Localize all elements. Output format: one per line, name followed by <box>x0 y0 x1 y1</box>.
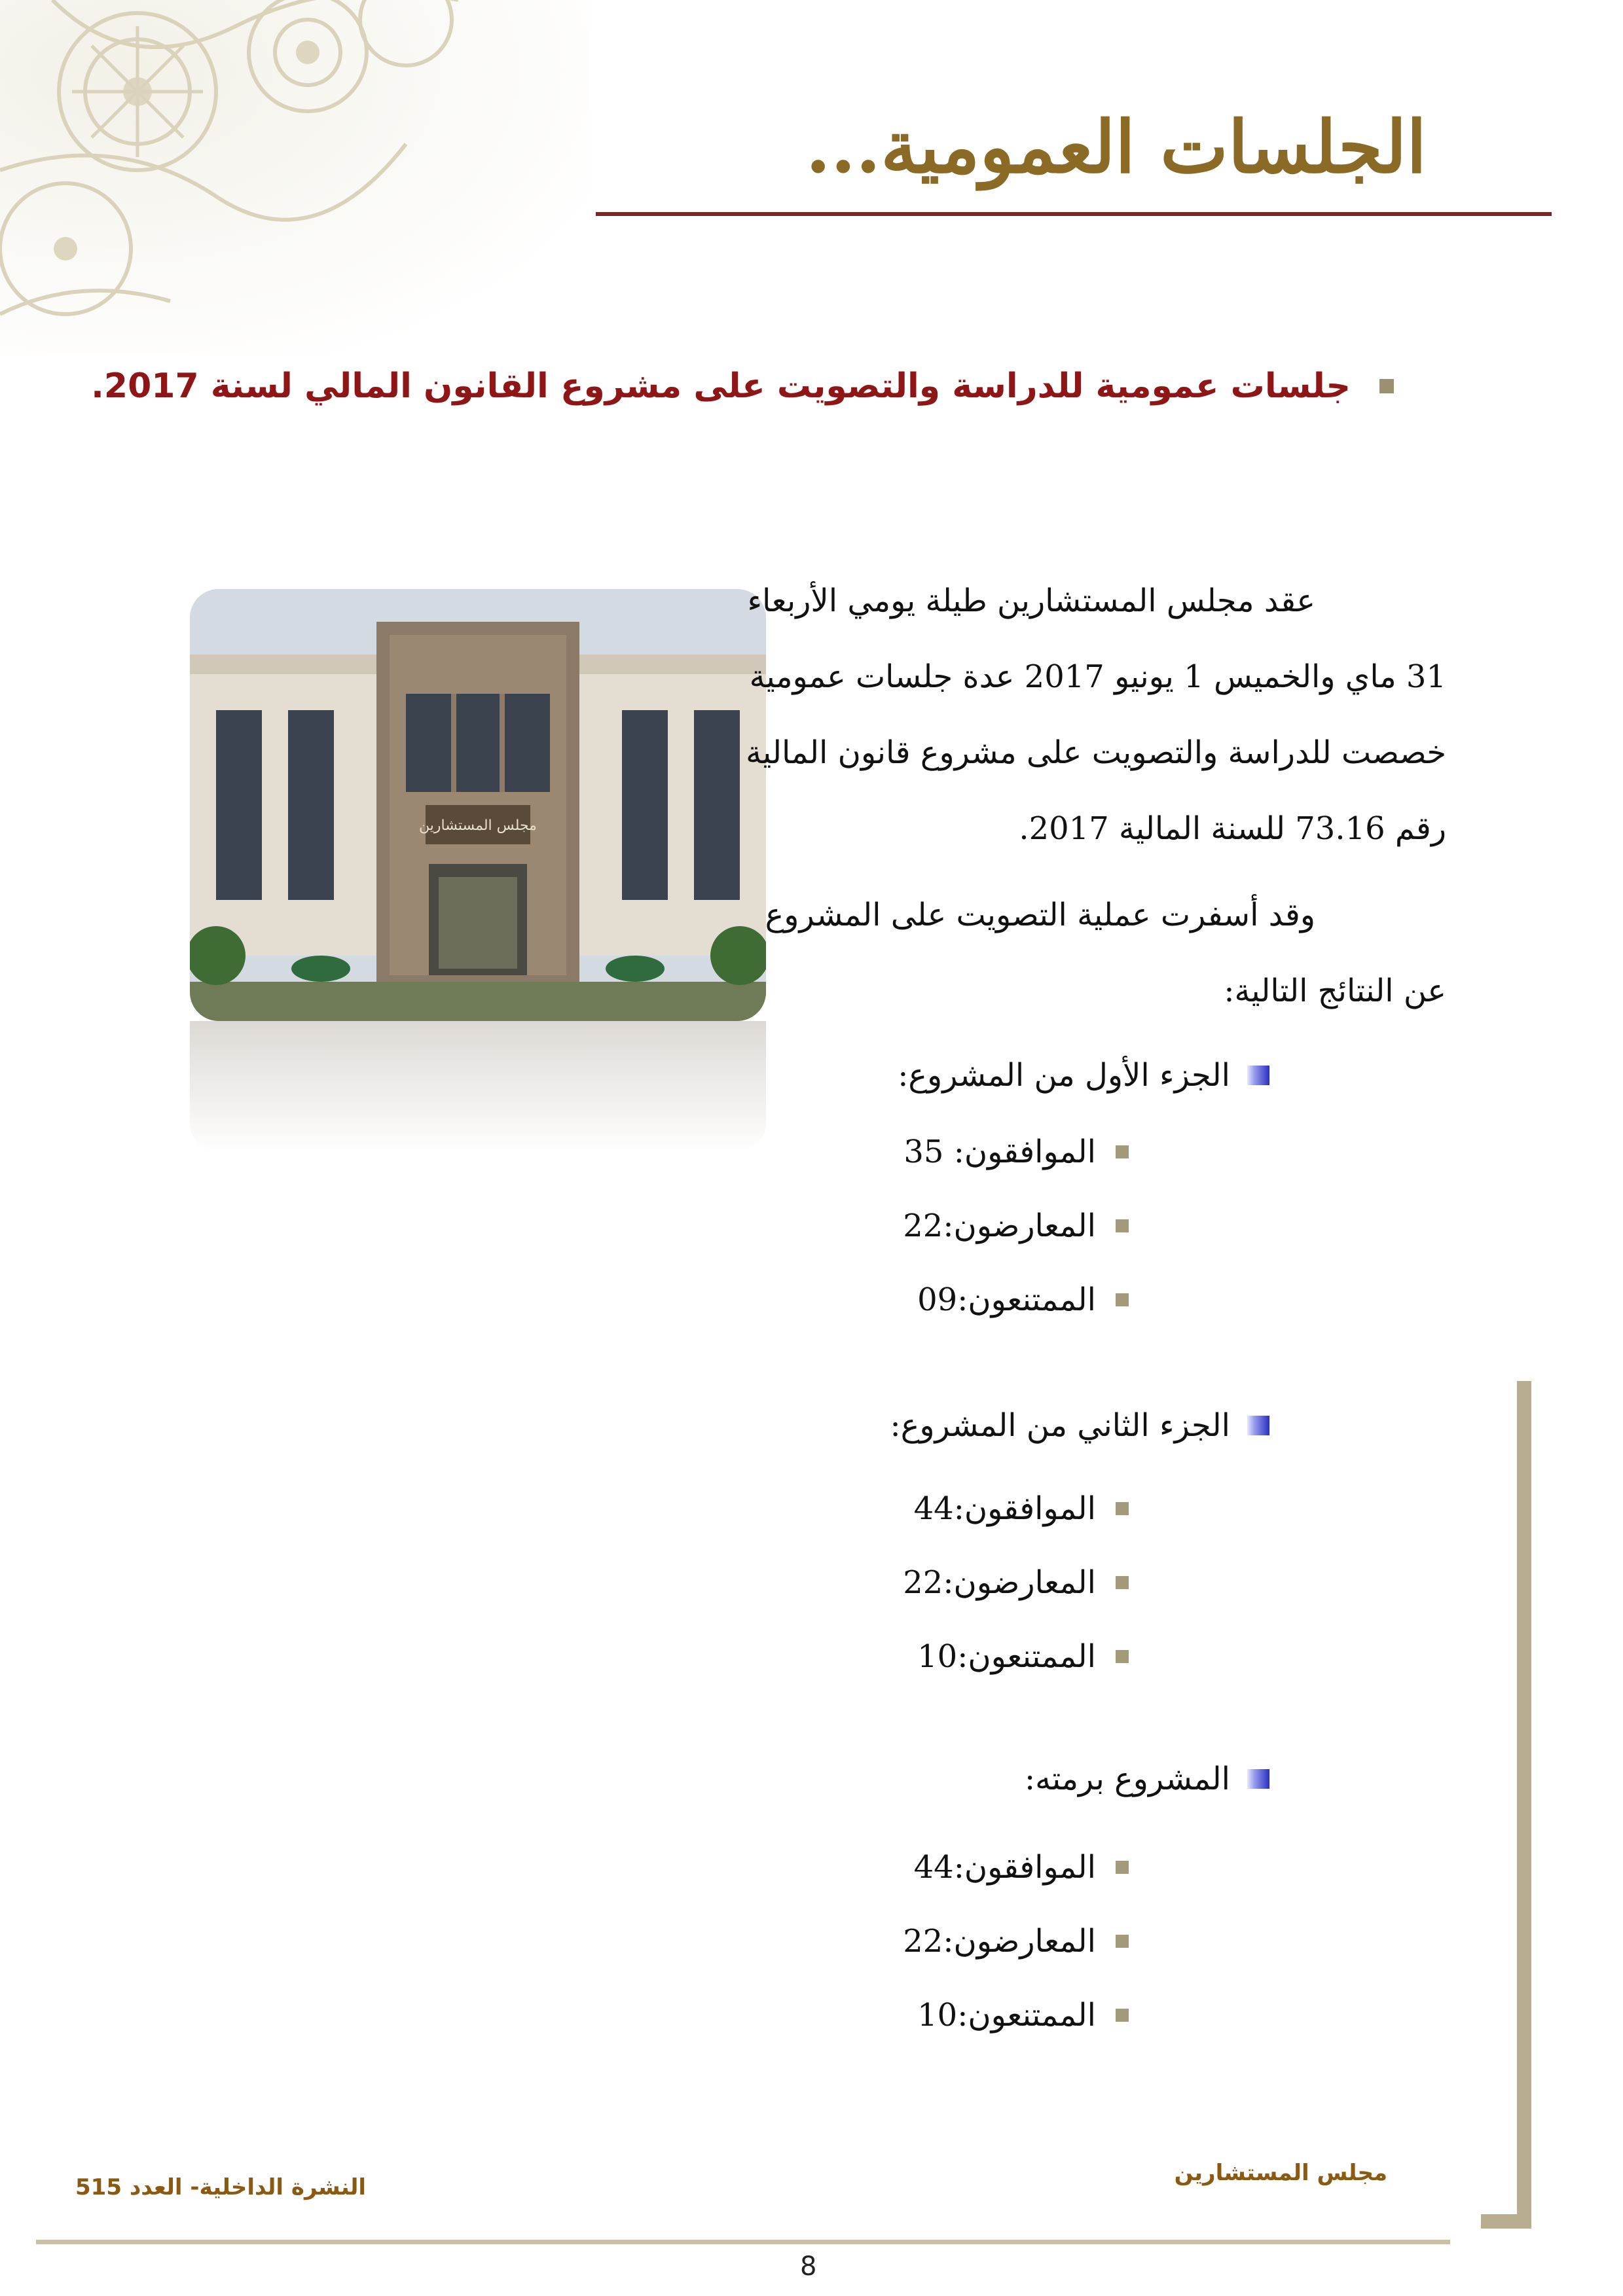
square-bullet-icon <box>1116 1650 1129 1663</box>
group-heading: الجزء الثاني من المشروع: <box>890 1407 1269 1444</box>
group-heading: الجزء الأول من المشروع: <box>898 1057 1269 1094</box>
footer-publisher: مجلس المستشارين <box>1174 2160 1387 2186</box>
result-item: الممتنعون:10 <box>917 1638 1129 1675</box>
side-border-vertical <box>1517 1381 1531 2229</box>
result-item: الموافقون:44 <box>914 1849 1129 1886</box>
page-title: الجلسات العمومية... <box>805 105 1427 189</box>
square-bullet-icon <box>1116 1861 1129 1874</box>
side-border-horizontal <box>1481 2214 1531 2229</box>
square-bullet-icon <box>1116 1145 1129 1158</box>
square-bullet-icon <box>1379 379 1394 393</box>
result-item: الممتنعون:09 <box>917 1282 1129 1318</box>
result-item: المعارضون:22 <box>903 1923 1129 1960</box>
photo-reflection <box>190 1021 766 1152</box>
result-item: الممتنعون:10 <box>917 1997 1129 2034</box>
arabesque-ornament <box>0 0 589 353</box>
footer-rule <box>36 2240 1450 2244</box>
intro-line: عقد مجلس المستشارين طيلة يومي الأربعاء <box>747 583 1315 619</box>
result-item: الموافقون:44 <box>914 1490 1129 1527</box>
page-number: 8 <box>800 2251 817 2282</box>
square-bullet-icon <box>1116 2009 1129 2022</box>
gradient-square-bullet-icon <box>1247 1066 1269 1085</box>
title-rule <box>596 212 1552 216</box>
group-heading: المشروع برمته: <box>1025 1761 1269 1797</box>
gradient-square-bullet-icon <box>1247 1416 1269 1435</box>
results-intro-line: عن النتائج التالية: <box>1224 973 1446 1009</box>
section-heading <box>91 367 1394 406</box>
gradient-square-bullet-icon <box>1247 1769 1269 1789</box>
section-heading-text: جلسات عمومية للدراسة والتصويت على مشروع القانون المالي لسنة 2017. <box>91 367 1351 406</box>
square-bullet-icon <box>1116 1219 1129 1232</box>
result-item: المعارضون:22 <box>903 1564 1129 1601</box>
parliament-building-photo <box>190 589 766 1021</box>
intro-line: رقم 73.16 للسنة المالية 2017. <box>1019 810 1446 847</box>
building-sign: مجلس المستشارين <box>419 817 537 834</box>
square-bullet-icon <box>1116 1935 1129 1948</box>
intro-paragraph <box>746 563 1446 867</box>
building-illustration <box>190 589 766 1021</box>
square-bullet-icon <box>1116 1502 1129 1515</box>
result-item: الموافقون: 35 <box>903 1134 1129 1170</box>
intro-line: 31 ماي والخميس 1 يونيو 2017 عدة جلسات عمومية <box>749 658 1446 695</box>
results-intro-line: وقد أسفرت عملية التصويت على المشروع <box>765 897 1315 933</box>
square-bullet-icon <box>1116 1293 1129 1306</box>
results-intro <box>765 877 1446 1029</box>
footer-issue: النشرة الداخلية- العدد 515 <box>75 2174 367 2200</box>
intro-line: خصصت للدراسة والتصويت على مشروع قانون المالية <box>746 734 1446 771</box>
result-item: المعارضون:22 <box>903 1208 1129 1244</box>
square-bullet-icon <box>1116 1576 1129 1589</box>
